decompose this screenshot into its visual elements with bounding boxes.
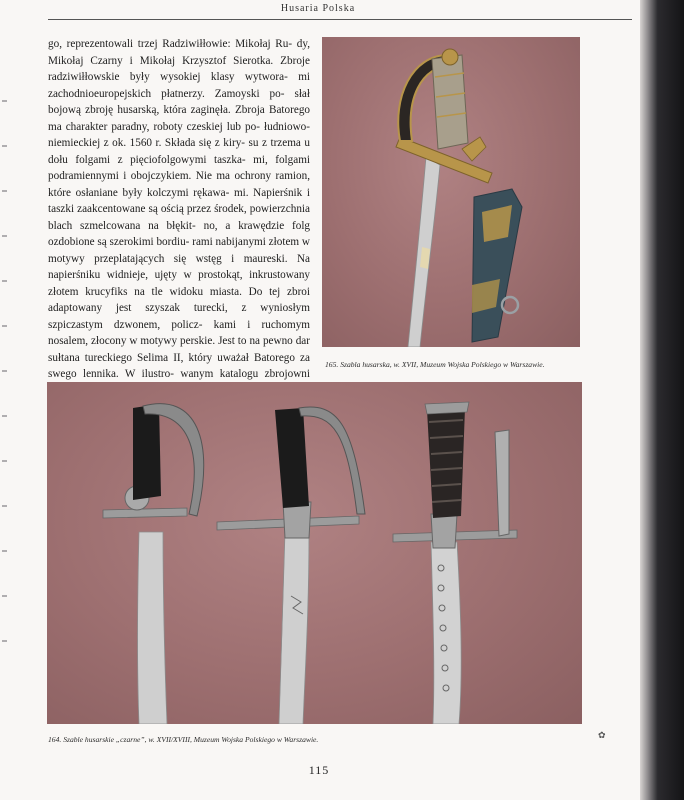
text-line: mi. Napierśnik i taszki zaakcentowane są ością przez xyxy=(48,186,310,215)
text-line: który uważał Batorego za swego lennika. W ilustro- xyxy=(48,351,310,380)
small-ornament-icon: ✿ xyxy=(598,730,606,740)
binding-hole xyxy=(2,325,7,327)
binding-hole xyxy=(2,595,7,597)
binding-hole xyxy=(2,505,7,507)
binding-hole xyxy=(2,550,7,552)
text-line: Zbroje radziwiłłowskie były wysokiej klasy wytwora- xyxy=(48,54,310,83)
text-line: ochrony ramion, które osłaniane były kolczymi rękawa- xyxy=(48,170,310,199)
text-line: łudniowo-niemieckiej z ok. 1560 r. Składa się z kiry- xyxy=(48,120,310,149)
text-line: słał bojową zbroję husarską, która zaginęła. Zbroja xyxy=(48,87,311,116)
text-line: turecki, z wyniosłym szpiczastym dzwonem, policz- xyxy=(48,302,310,331)
text-line: w prostokąt, inkrustowany złotem krucyfiks na tle xyxy=(48,269,311,298)
text-line: Jest to na pewno dar sułtana tureckiego Selima II, xyxy=(48,335,311,364)
sabre-illustration xyxy=(322,37,580,347)
text-line: wanym katalogu zbrojowni xyxy=(180,368,311,380)
binding-hole xyxy=(2,235,7,237)
text-line: su z trzema u dołu folgami z pięciofolgowymi taszka- xyxy=(48,137,310,166)
body-text xyxy=(48,36,310,399)
text-line: mi, folgami podramiennymi i obojczykiem. Nie ma xyxy=(48,153,311,182)
figure-caption-164: 164. Szable husarskie „czarne”, w. XVII/XVIII, Muzeum Wojska Polskiego w Warszawie. xyxy=(48,735,319,744)
text-line: widoku miasta. Do tej zbroi adaptowany jest szyszak xyxy=(48,285,311,314)
binding-hole xyxy=(2,370,7,372)
book-binding-shadow xyxy=(640,0,684,800)
running-head: Husaria Polska xyxy=(280,3,356,14)
text-line: się wstęg i maureski. Na napierśniku widnieje, ujęty xyxy=(48,252,310,281)
figure-caption-165: 165. Szabla husarska, w. XVII, Muzeum Wojska Polskiego w Warszawie. xyxy=(325,360,545,369)
text-line: Batorego ma charakter paradny, roboty czeskiej lub po- xyxy=(48,104,311,133)
sabre-photo xyxy=(322,37,580,347)
three-sabres-illustration xyxy=(47,382,582,724)
binding-hole xyxy=(2,190,7,192)
text-line: mi zachodnioeuropejskich płatnerzy. Zamoyski po- xyxy=(48,71,310,100)
text-line: go, reprezentowali trzej Radziwiłłowie: Mikołaj Ru- xyxy=(48,38,293,50)
text-line: dy, Mikołaj Czarny i Mikołaj Krzysztof Sierotka. xyxy=(48,38,310,67)
binding-hole xyxy=(2,415,7,417)
text-line: środek, powierzchnia blach szmelcowana na błękit- xyxy=(48,203,310,232)
binding-hole xyxy=(2,640,7,642)
binding-hole xyxy=(2,460,7,462)
text-line: rami nabijanymi złotem w motywy przeplatających xyxy=(48,236,310,265)
sabres-photo xyxy=(47,382,582,724)
page-number: 115 xyxy=(308,763,330,777)
text-line: no, a krawędzie folg ozdobione są szerokimi bordiu- xyxy=(48,219,311,248)
binding-hole xyxy=(2,280,7,282)
header-rule xyxy=(48,19,632,20)
binding-hole xyxy=(2,100,7,102)
binding-hole xyxy=(2,145,7,147)
text-line: kami i ruchomym nosalem, złocony w motywy perskie. xyxy=(48,318,310,347)
